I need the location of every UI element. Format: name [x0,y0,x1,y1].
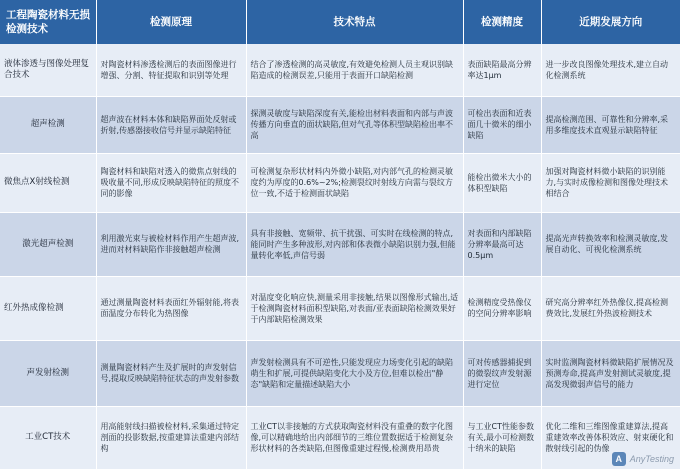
features-cell: 声发射检测具有不可逆性,只能发现应力场变化引起的缺陷萌生和扩展,可提供缺陷变化大小及方位,但难以检出"静态"缺陷和定量描述缺陷大小 [246,340,463,406]
table-row [0,406,680,469]
trend-cell: 优化二维和三维图像重建算法,提高重建效率改善体积效应、射束硬化和散射线引起的伪像 [541,406,680,469]
precision-cell: 可检出表面和近表面几十微米的细小缺陷 [463,96,541,153]
principle-cell: 陶瓷材料和缺陷对透入的微焦点射线的吸收量不同,形成反映缺陷特征的照度不同的影像 [96,153,246,212]
trend-cell: 研究高分辨率红外热像仪,提高检测费效比,发展红外热波检测技术 [541,276,680,340]
features-cell: 对温度变化响应快,测量采用非接触,结果以图像形式输出,适于检测陶瓷材料面积型缺陷,对表面/亚表面缺陷检测效果好于内部缺陷检测效果 [246,276,463,340]
precision-cell: 对表面和内部缺陷分辨率最高可达0.5μm [463,212,541,276]
method-cell: 声发射检测 [0,340,96,406]
trend-cell: 实时监测陶瓷材料微缺陷扩展情况及预测寿命,提高声发射测试灵敏度,提高发现微弱声信号的能力 [541,340,680,406]
header-features: 技术特点 [246,0,463,44]
features-cell: 具有非接触、宽频带、抗干扰强、可实时在线检测的特点,能同时产生多种波形,对内部和体表微小缺陷识别力强,但能量转化率低,声信号弱 [246,212,463,276]
watermark-text: AnyTesting [629,454,674,464]
table-row [0,153,680,212]
precision-cell: 能检出微米大小的体积型缺陷 [463,153,541,212]
features-cell: 可检测复杂形状材料内外微小缺陷,对内部气孔的检测灵敏度约为厚度的0.6%~2%;检测裂纹时射线方向需与裂纹方位一致,不适于检测面状缺陷 [246,153,463,212]
header-precision: 检测精度 [463,0,541,44]
principle-cell: 对陶瓷材料渗透检测后的表面图像进行增强、分割、特征提取和识别等处理 [96,44,246,96]
watermark-logo-icon: A [612,452,626,466]
trend-cell: 提高光声转换效率和检测灵敏度,发展自动化、可视化检测系统 [541,212,680,276]
method-cell: 液体渗透与图像处理复合技术 [0,44,96,96]
features-cell: 结合了渗透检测的高灵敏度,有效避免检测人员主观识别缺陷造成的检测误差,只能用于表面开口缺陷检测 [246,44,463,96]
principle-cell: 超声波在材料本体和缺陷界面处反射或折射,传感器接收信号并显示缺陷特征 [96,96,246,153]
table-row [0,44,680,96]
method-cell: 红外热成像检测 [0,276,96,340]
principle-cell: 测量陶瓷材料产生及扩展时的声发射信号,提取反映缺陷特征状态的声发射参数 [96,340,246,406]
header-method: 工程陶瓷材料无损检测技术 [0,0,96,44]
precision-cell: 检测精度受热像仪的空间分辨率影响 [463,276,541,340]
table-row [0,212,680,276]
method-cell: 激光超声检测 [0,212,96,276]
precision-cell: 与工业CT性能参数有关,最小可检测数十纳米的缺陷 [463,406,541,469]
principle-cell: 利用激光束与被检材料作用产生超声波,进而对材料缺陷作非接触超声检测 [96,212,246,276]
trend-cell: 提高检测范围、可靠性和分辨率,采用多维度技术直观显示缺陷特征 [541,96,680,153]
features-cell: 工业CT以非接触的方式获取陶瓷材料没有重叠的数字化图像,可以精确地给出内部细节的三维位置数据适于检测复杂形状材料的各类缺陷,但图像重建过程慢,检测费用昂贵 [246,406,463,469]
method-cell: 工业CT技术 [0,406,96,469]
table-row [0,96,680,153]
precision-cell: 表面缺陷最高分辨率达1μm [463,44,541,96]
table-header-row [0,0,680,44]
trend-cell: 进一步改良图像处理技术,建立自动化检测系统 [541,44,680,96]
principle-cell: 通过测量陶瓷材料表面红外辐射能,将表面温度分布转化为热图像 [96,276,246,340]
table-row [0,276,680,340]
table-row [0,340,680,406]
precision-cell: 可对传感器捕捉到的微裂纹声发射源进行定位 [463,340,541,406]
watermark [612,452,674,466]
method-cell: 微焦点X射线检测 [0,153,96,212]
header-trend: 近期发展方向 [541,0,680,44]
method-cell: 超声检测 [0,96,96,153]
header-principle: 检测原理 [96,0,246,44]
trend-cell: 加强对陶瓷材料微小缺陷的识别能力,与实时成像检测和图像处理技术相结合 [541,153,680,212]
principle-cell: 用高能射线扫描被检材料,采集通过特定剖面的投影数据,按重建算法重建内部结构 [96,406,246,469]
features-cell: 探测灵敏度与缺陷深度有关,能检出材料表面和内部与声波传播方向垂直的面状缺陷,但对气孔等体积型缺陷检出率不高 [246,96,463,153]
